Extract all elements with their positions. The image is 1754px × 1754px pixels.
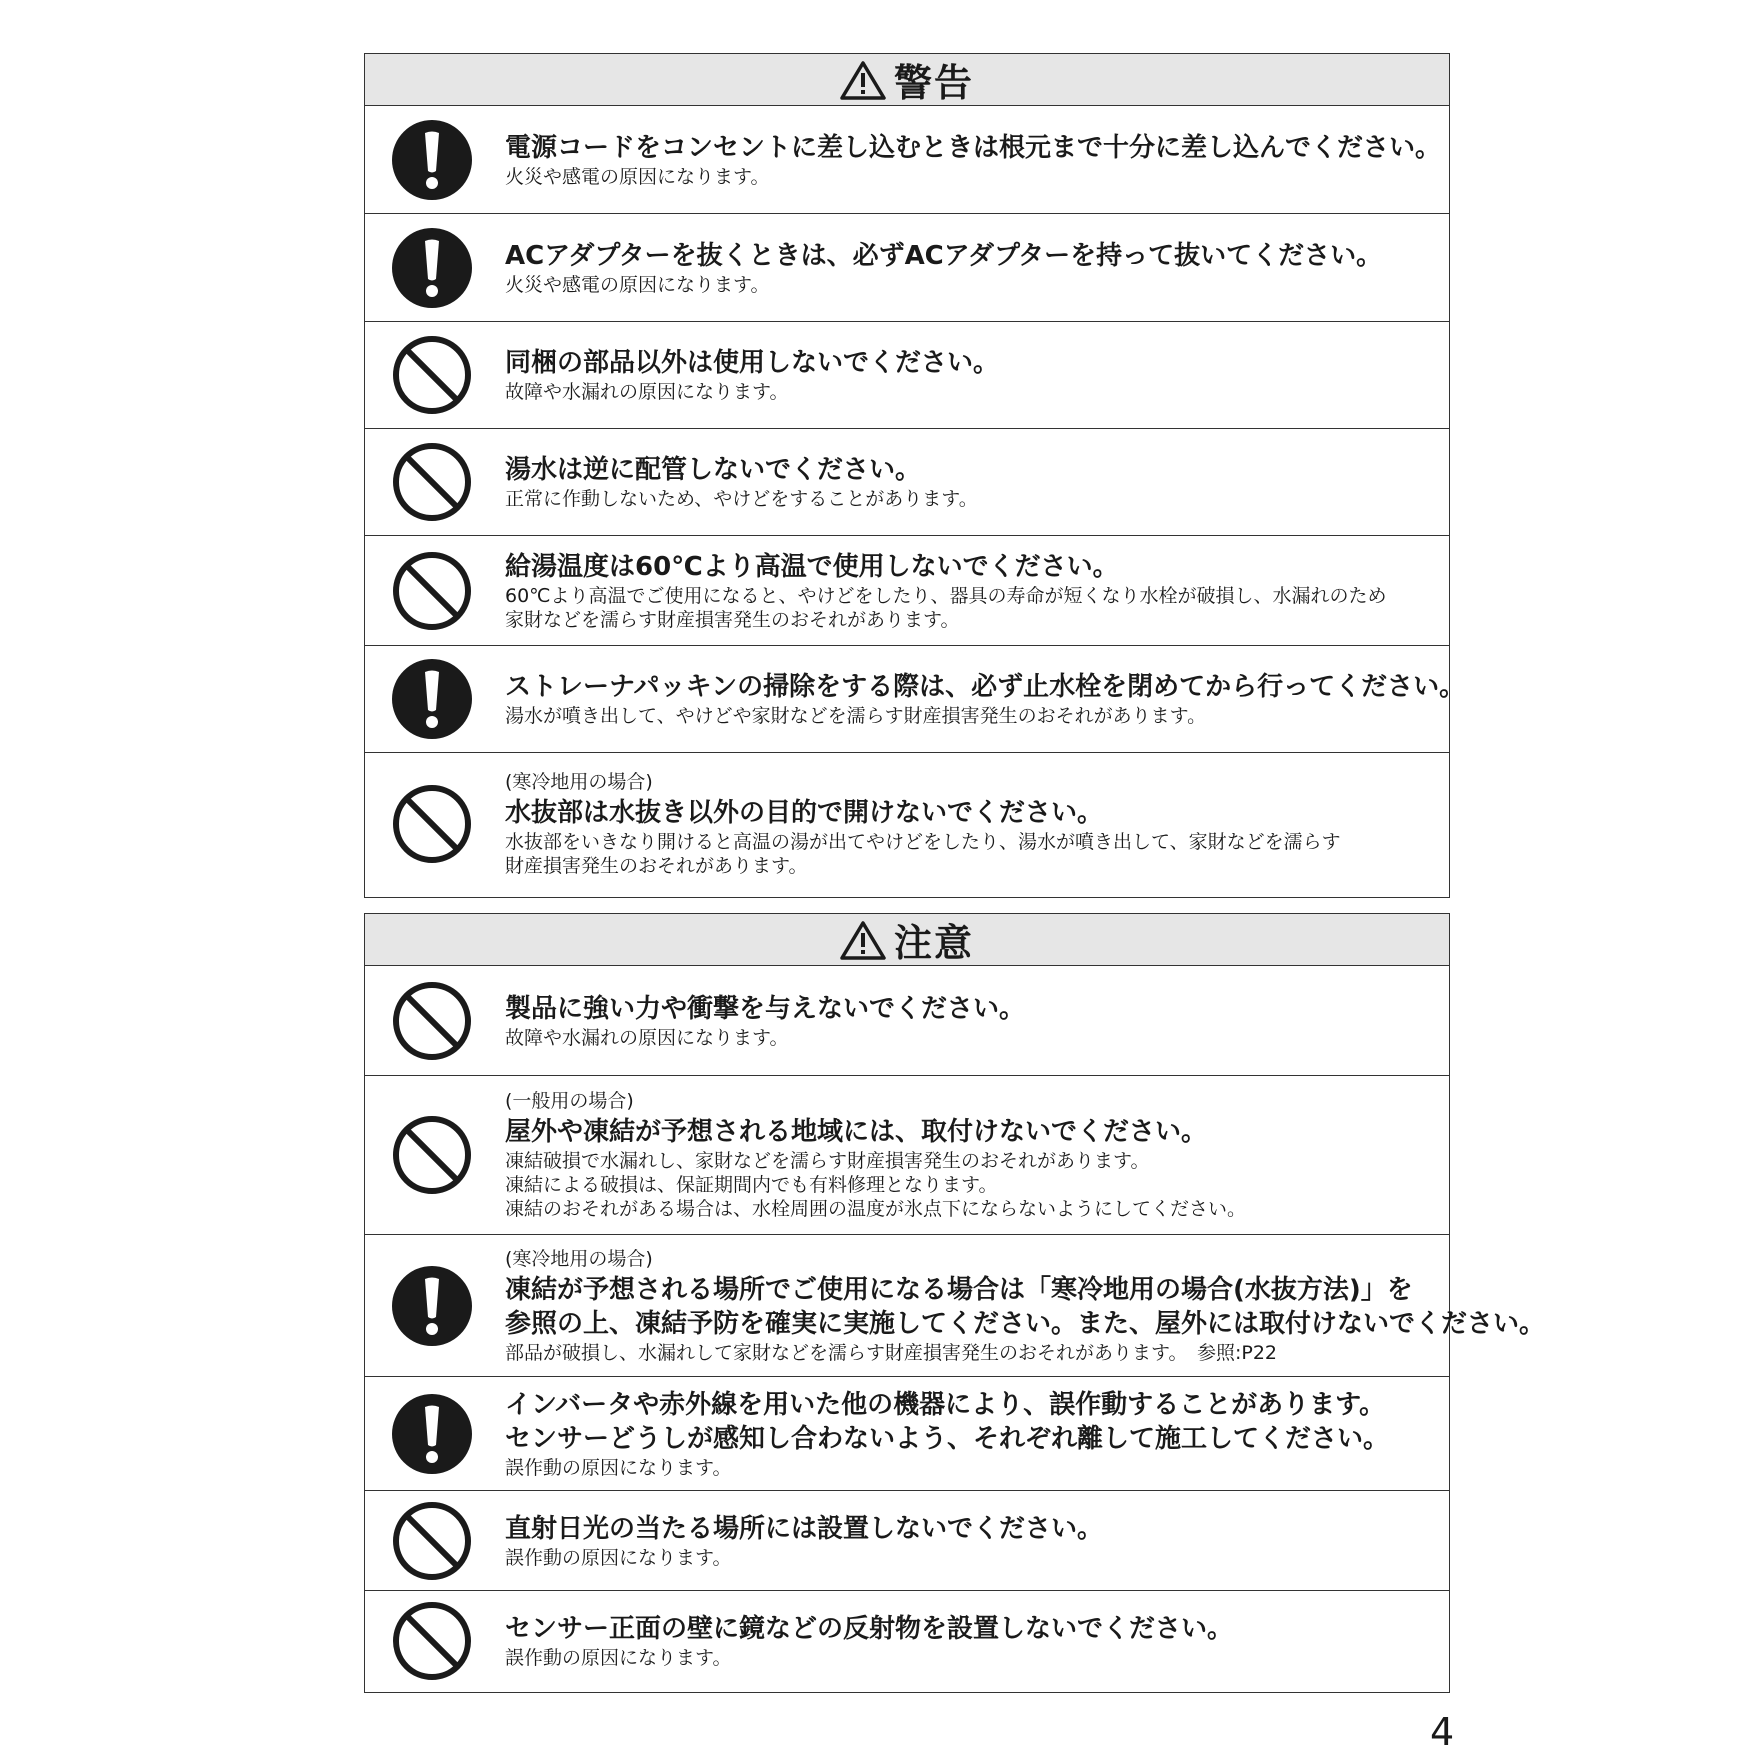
item-text xyxy=(505,346,1443,404)
item-description: 故障や水漏れの原因になります。 xyxy=(505,1026,789,1049)
mandatory-icon xyxy=(391,1393,473,1475)
caution-item xyxy=(365,1491,1449,1591)
item-description: 故障や水漏れの原因になります。 xyxy=(505,381,789,403)
item-description: 水抜部をいきなり開けると高温の湯が出てやけどをしたり、湯水が噴き出して、家財などを濡らす xyxy=(505,831,1341,853)
item-description: 財産損害発生のおそれがあります。 xyxy=(505,855,808,877)
item-heading: インバータや赤外線を用いた他の機器により、誤作動することがあります。 xyxy=(505,1389,1386,1420)
item-text xyxy=(505,670,1466,728)
item-description: 火災や感電の原因になります。 xyxy=(505,273,770,296)
warning-triangle-icon xyxy=(840,920,886,960)
item-text xyxy=(505,1247,1546,1365)
item-note: (一般用の場合) xyxy=(505,1090,634,1112)
item-text xyxy=(505,131,1443,189)
item-text xyxy=(505,239,1443,297)
caution-item xyxy=(365,1591,1449,1691)
item-heading: ストレーナパッキンの掃除をする際は、必ず止水栓を閉めてから行ってください。 xyxy=(505,672,1466,702)
prohibited-icon xyxy=(391,441,473,523)
item-description: 火災や感電の原因になります。 xyxy=(505,165,770,188)
prohibited-icon xyxy=(391,1500,473,1582)
item-heading: 給湯温度は60℃より高温で使用しないでください。 xyxy=(505,551,1119,582)
warning-item xyxy=(365,214,1449,322)
mandatory-icon xyxy=(391,119,473,201)
warning-item xyxy=(365,106,1449,214)
prohibited-icon xyxy=(391,783,473,865)
warning-item xyxy=(365,536,1449,646)
warning-item xyxy=(365,322,1449,429)
item-heading: 同梱の部品以外は使用しないでください。 xyxy=(505,348,1000,378)
warning-item xyxy=(365,429,1449,536)
item-description: 凍結破損で水漏れし、家財などを濡らす財産損害発生のおそれがあります。 xyxy=(505,1150,1150,1172)
item-text xyxy=(505,1612,1443,1670)
item-description: 凍結による破損は、保証期間内でも有料修理となります。 xyxy=(505,1174,998,1196)
caution-item xyxy=(365,1377,1449,1491)
item-heading: 凍結が予想される場所でご使用になる場合は「寒冷地用の場合(水抜方法)」を xyxy=(505,1274,1413,1305)
warning-header xyxy=(365,54,1449,106)
item-note: (寒冷地用の場合) xyxy=(505,771,653,793)
item-heading: 電源コードをコンセントに差し込むときは根元まで十分に差し込んでください。 xyxy=(505,132,1442,163)
item-heading: センサーどうしが感知し合わないよう、それぞれ離して施工してください。 xyxy=(505,1423,1390,1454)
caution-title: 注意 xyxy=(893,921,974,965)
prohibited-icon xyxy=(391,550,473,632)
item-note: (寒冷地用の場合) xyxy=(505,1247,653,1270)
item-text xyxy=(505,1512,1443,1570)
item-description: 家財などを濡らす財産損害発生のおそれがあります。 xyxy=(505,608,960,631)
item-description: 誤作動の原因になります。 xyxy=(505,1456,732,1479)
prohibited-icon xyxy=(391,1600,473,1682)
caution-item xyxy=(365,966,1449,1076)
caution-rows xyxy=(365,966,1546,1691)
item-heading: ACアダプターを抜くときは、必ずACアダプターを持って抜いてください。 xyxy=(505,240,1383,271)
item-heading: 湯水は逆に配管しないでください。 xyxy=(505,455,922,485)
prohibited-icon xyxy=(391,1114,473,1196)
item-heading: 屋外や凍結が予想される地域には、取付けないでください。 xyxy=(505,1117,1208,1147)
prohibited-icon xyxy=(391,980,473,1062)
mandatory-icon xyxy=(391,1265,473,1347)
item-heading: センサー正面の壁に鏡などの反射物を設置しないでください。 xyxy=(505,1614,1234,1644)
item-heading: 参照の上、凍結予防を確実に実施してください。また、屋外には取付けないでください。 xyxy=(505,1308,1546,1339)
warning-title: 警告 xyxy=(893,61,974,105)
item-description: 正常に作動しないため、やけどをすることがあります。 xyxy=(505,488,978,510)
item-text xyxy=(505,1388,1443,1480)
item-heading: 製品に強い力や衝撃を与えないでください。 xyxy=(505,993,1026,1024)
item-text xyxy=(505,992,1443,1050)
item-description: 誤作動の原因になります。 xyxy=(505,1546,732,1569)
warning-item xyxy=(365,646,1466,753)
item-description: 部品が破損し、水漏れして家財などを濡らす財産損害発生のおそれがあります。 参照:P22 xyxy=(505,1341,1278,1364)
caution-item xyxy=(365,1076,1449,1235)
mandatory-icon xyxy=(391,658,473,740)
prohibited-icon xyxy=(391,334,473,416)
item-description: 誤作動の原因になります。 xyxy=(505,1647,732,1669)
item-description: 60℃より高温でご使用になると、やけどをしたり、器具の寿命が短くなり水栓が破損し、水漏れのため xyxy=(505,584,1387,607)
mandatory-icon xyxy=(391,227,473,309)
item-heading: 水抜部は水抜き以外の目的で開けないでください。 xyxy=(505,798,1104,828)
caution-item xyxy=(365,1235,1546,1377)
page-number: 4 xyxy=(1430,1710,1455,1754)
item-text xyxy=(505,550,1443,632)
item-text xyxy=(505,453,1443,511)
caution-header xyxy=(365,914,1449,966)
item-text xyxy=(505,770,1443,878)
warning-rows xyxy=(365,106,1466,895)
item-heading: 直射日光の当たる場所には設置しないでください。 xyxy=(505,1513,1104,1544)
item-description: 湯水が噴き出して、やけどや家財などを濡らす財産損害発生のおそれがあります。 xyxy=(505,705,1207,727)
item-description: 凍結のおそれがある場合は、水栓周囲の温度が氷点下にならないようにしてください。 xyxy=(505,1198,1247,1220)
warning-triangle-icon xyxy=(840,60,886,100)
item-text xyxy=(505,1089,1443,1221)
warning-section xyxy=(364,53,1466,898)
caution-section xyxy=(364,913,1546,1693)
warning-item xyxy=(365,753,1449,895)
